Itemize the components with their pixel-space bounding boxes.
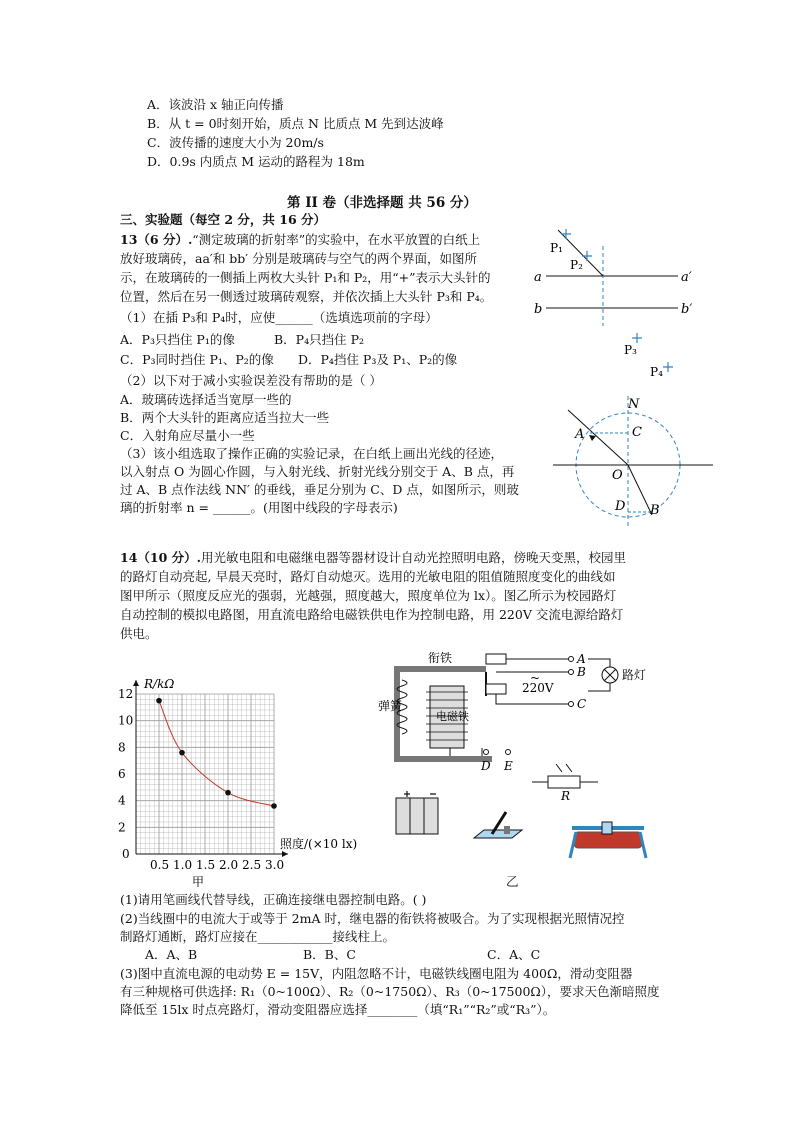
- q13-line-1: 13（6 分）.“测定玻璃的折射率”的实验中，在水平放置的白纸上: [120, 232, 481, 247]
- y-tick-label: 10: [118, 713, 134, 728]
- q13-line-4: 位置，然后在另一侧透过玻璃砖观察，并依次插上大头针 P₃和 P₄。: [120, 289, 493, 304]
- terminal-e-icon: [506, 750, 511, 755]
- resistance-illuminance-chart: [110, 662, 370, 887]
- x-tick-label: 3.0: [265, 858, 285, 872]
- pin-p3-icon: [632, 333, 642, 343]
- q13-sub2: （2）以下对于减小实验误差没有帮助的是（ ）: [120, 373, 382, 388]
- switch-base: [474, 830, 522, 838]
- q14-sub3-line-3: 降低至 15lx 时点亮路灯，滑动变阻器应选择________（填“R₁”“R₂”或“R₃”）。: [120, 1002, 556, 1017]
- mc-option-c: C．波传播的速度大小为 20m/s: [147, 135, 324, 150]
- label-a: a: [534, 270, 542, 285]
- label-terminal-b: B: [577, 665, 586, 679]
- figure-caption-yi: 乙: [506, 874, 519, 889]
- battery-cell-2: [410, 798, 424, 834]
- switch-figure: [470, 808, 526, 850]
- light-arrows-icon: [556, 764, 572, 772]
- q13-line-2: 放好玻璃砖，aa′和 bb′ 分别是玻璃砖与空气的两个界面，如图所: [120, 251, 478, 266]
- resistor-body-icon: [548, 776, 580, 788]
- battery-cell-3: [424, 798, 438, 834]
- battery-cell-1: [396, 798, 410, 834]
- upper-contact: [486, 654, 506, 664]
- data-point: [156, 698, 162, 704]
- origin-label: 0: [122, 847, 130, 861]
- q14-sub2-line-2: 制路灯通断，路灯应接在____________接线柱上。: [120, 929, 396, 944]
- photoresistor-figure: [532, 762, 598, 802]
- q13-sub2-opt-b: B．两个大头针的距离应适当拉大一些: [120, 410, 330, 425]
- label-n: N: [628, 397, 640, 412]
- x-tick-label: 2.0: [219, 858, 239, 872]
- label-terminal-e: E: [504, 759, 513, 773]
- refraction-circle-figure: [548, 390, 718, 530]
- battery-terminals-icon: [404, 791, 436, 797]
- rheostat-figure: [566, 820, 650, 860]
- label-p4: P₄: [650, 365, 663, 379]
- label-magnet: 电磁铁: [436, 710, 469, 723]
- part2-title: 第 II 卷（非选择题 共 56 分）: [287, 195, 477, 211]
- q14-line-1: 14（10 分）.用光敏电阻和电磁继电器等器材设计自动光控照明电路，傍晚天变黑，校园里: [120, 550, 627, 565]
- arrow-icon: [589, 435, 596, 441]
- chart-caption: 甲: [192, 875, 205, 887]
- label-b: b: [534, 302, 543, 317]
- terminal-a-icon: [569, 657, 574, 662]
- label-terminal-a: A: [577, 652, 586, 666]
- x-axis-arrow-icon: [282, 851, 288, 857]
- x-tick-label: 2.5: [242, 858, 262, 872]
- terminal-c-icon: [569, 702, 574, 707]
- mc-option-a: A．该波沿 x 轴正向传播: [147, 97, 284, 112]
- q13-sub1-opt-b: B．P₄只挡住 P₂: [274, 332, 365, 347]
- q13-line-3: 示，在玻璃砖的一侧插上两枚大头针 P₁和 P₂，用“+”表示大头针的: [120, 270, 491, 285]
- q13-sub3-line-4: 璃的折射率 n = ______。(用图中线段的字母表示): [120, 500, 398, 515]
- q13-sub1-opt-c: C．P₃同时挡住 P₁、P₂的像: [120, 352, 274, 367]
- label-pt-c: C: [632, 425, 642, 440]
- section3-title: 三、实验题（每空 2 分，共 16 分）: [120, 212, 327, 227]
- label-p2: P₂: [570, 258, 583, 272]
- q13-head: 13（6 分）.: [120, 232, 193, 247]
- battery-figure: [392, 788, 444, 838]
- x-tick-label: 1.5: [196, 858, 216, 872]
- rheostat-slider-icon: [602, 822, 612, 834]
- q13-sub3-line-3: 过 A、B 点作法线 NN′ 的垂线，垂足分别为 C、D 点，如图所示，则玻: [120, 482, 519, 497]
- q14-line-3: 图甲所示（照度反应光的强弱，光越强，照度越大，照度单位为 lx）。图乙所示为校园路灯: [120, 588, 617, 603]
- q14-line-4: 自动控制的模拟电路图，用直流电路给电磁铁供电作为控制电路，用 220V 交流电源给路灯: [120, 607, 624, 622]
- label-spring: 弹簧: [378, 699, 403, 713]
- y-axis-arrow-icon: [133, 680, 139, 686]
- pin-p2-icon: [582, 251, 592, 261]
- x-tick-label: 1.0: [173, 858, 193, 872]
- label-ac: ~: [530, 671, 541, 685]
- label-p1: P₁: [550, 241, 563, 255]
- q13-sub3-line-1: （3）该小组选取了操作正确的实验记录，在白纸上画出光线的径迹，: [120, 446, 503, 461]
- q13-sub1: （1）在插 P₃和 P₄时，应使______（选填选项前的字母）: [120, 310, 438, 325]
- q13-sub1-opt-a: A．P₃只挡住 P₁的像: [120, 332, 235, 347]
- q14-sub2-line-1: (2)当线圈中的电流大于或等于 2mA 时，继电器的衔铁将被吸合。为了实现根据光照情况控: [120, 911, 625, 926]
- relay-circuit-figure: [378, 650, 678, 788]
- q13-sub2-opt-a: A．玻璃砖选择适当宽厚一些的: [120, 392, 292, 407]
- fit-curve: [159, 701, 274, 806]
- label-pt-b: B: [650, 503, 660, 518]
- x-tick-label: 0.5: [150, 858, 170, 872]
- label-b-prime: b′: [681, 302, 693, 317]
- terminal-d-icon: [484, 750, 489, 755]
- relay-bottom: [394, 756, 492, 762]
- mc-option-b: B．从 t = 0时刻开始，质点 N 比质点 M 先到达波峰: [147, 116, 444, 131]
- q14-sub2-opt-a: A．A、B: [145, 947, 198, 962]
- q14-line-2: 的路灯自动亮起, 早晨天亮时，路灯自动熄灭。选用的光敏电阻的阻值随照度变化的曲线如: [120, 569, 616, 584]
- wire-c: [496, 694, 568, 704]
- label-lamp: 路灯: [622, 668, 647, 682]
- refracted-ray-ob: [628, 465, 652, 515]
- label-terminal-c: C: [577, 697, 587, 711]
- label-terminal-d: D: [481, 759, 491, 773]
- q14-sub2-opt-b: B．B、C: [303, 947, 356, 962]
- label-voltage: 220V: [522, 681, 554, 695]
- label-p3: P₃: [624, 343, 637, 357]
- q14-line-5: 供电。: [120, 626, 158, 641]
- armature-plate: [394, 666, 486, 672]
- label-a-prime: a′: [681, 270, 692, 285]
- q13-sub1-opt-d: D．P₄挡住 P₃及 P₁、P₂的像: [298, 352, 458, 367]
- y-tick-label: 12: [118, 687, 134, 701]
- glass-block-figure: [528, 222, 708, 387]
- q14-sub3-line-1: (3)图中直流电源的电动势 E = 15V，内阻忽略不计，电磁铁线圈电阻为 400Ω，滑动变阻器: [120, 966, 633, 981]
- y-tick-label: 8: [118, 740, 126, 755]
- label-pt-a: A: [575, 427, 585, 442]
- y-tick-label: 4: [118, 793, 126, 808]
- label-armature: 衔铁: [428, 651, 453, 665]
- pin-p1-icon: [561, 229, 571, 239]
- q14-sub2-opt-c: C．A、C: [487, 947, 541, 962]
- y-axis-label: R/kΩ: [144, 677, 175, 691]
- label-r: R: [561, 789, 571, 802]
- wire-de: [450, 748, 482, 756]
- y-tick-label: 2: [118, 820, 126, 835]
- data-point: [225, 790, 231, 796]
- label-pt-o: O: [612, 468, 623, 483]
- mc-option-d: D．0.9s 内质点 M 运动的路程为 18m: [147, 154, 365, 169]
- q13-sub3-line-2: 以入射点 O 为圆心作圆，与入射光线、折射光线分别交于 A、B 点，再: [120, 464, 515, 479]
- label-pt-d: D: [615, 499, 626, 514]
- q14-sub3-line-2: 有三种规格可供选择: R₁（0~100Ω）、R₂（0~1750Ω）、R₃（0~17500Ω），要求天色渐暗照度: [120, 984, 660, 999]
- pin-p4-icon: [663, 362, 673, 372]
- x-axis-label: 照度/(×10 lx): [280, 837, 358, 851]
- q13-sub2-opt-c: C．入射角应尽量小一些: [120, 428, 255, 443]
- data-point: [271, 803, 277, 809]
- y-tick-label: 6: [118, 767, 126, 781]
- data-point: [179, 750, 185, 756]
- q14-head: 14（10 分）.: [120, 550, 201, 565]
- q14-sub1: (1)请用笔画线代替导线，正确连接继电器控制电路。( ): [120, 892, 427, 907]
- switch-post: [504, 826, 510, 834]
- lower-contact: [486, 684, 506, 694]
- terminal-b-icon: [569, 670, 574, 675]
